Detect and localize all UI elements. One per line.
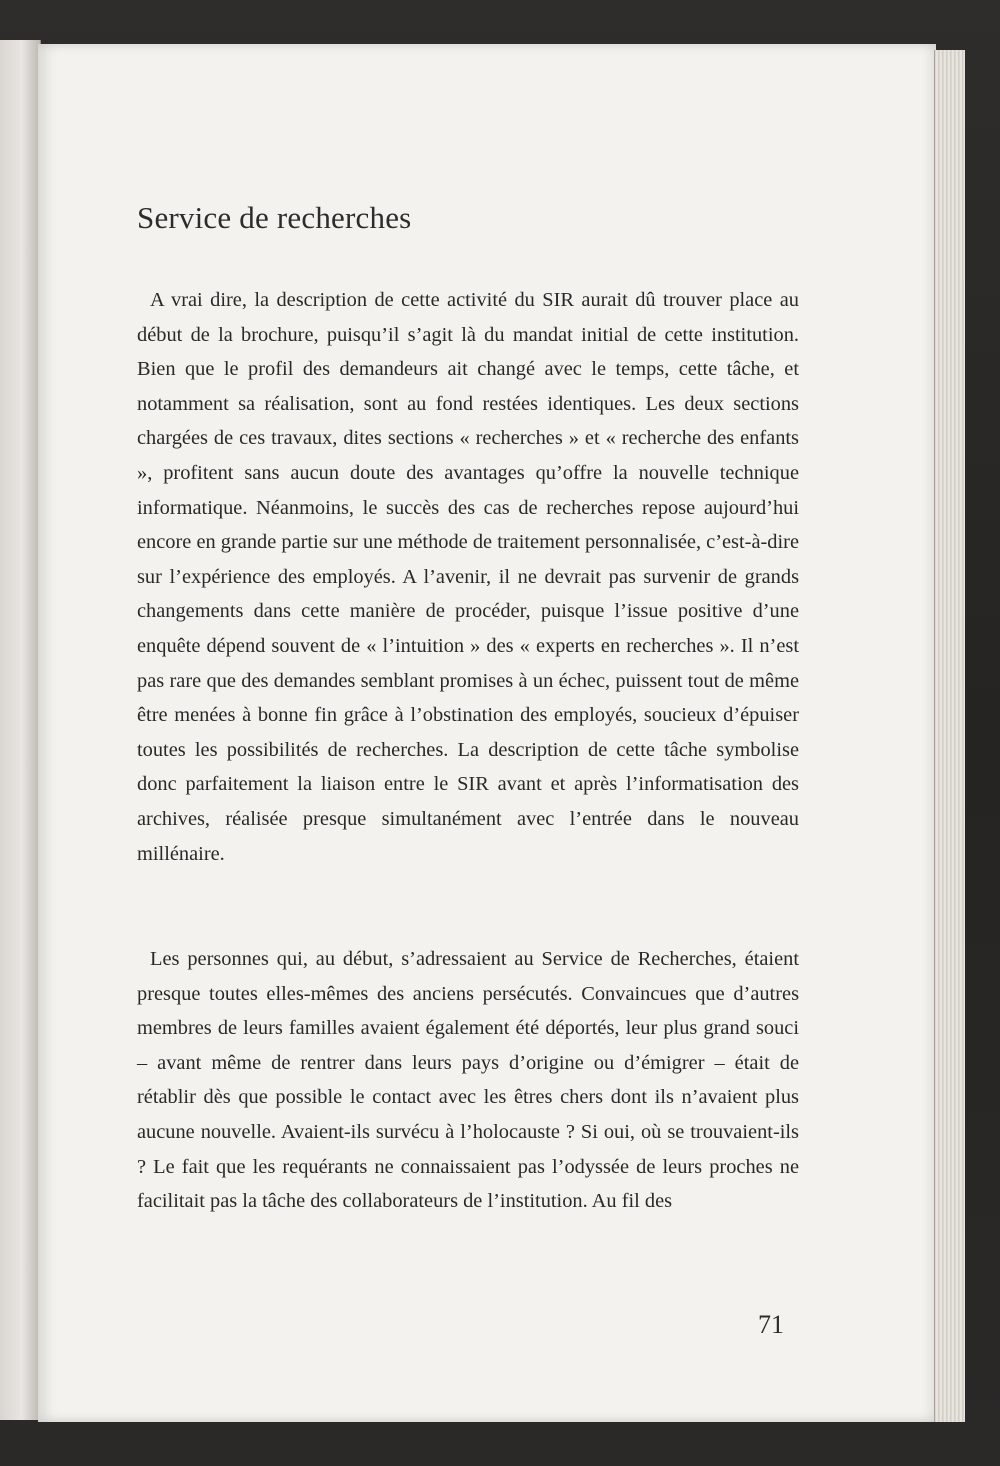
paragraph-1-container [137, 283, 799, 871]
paragraph-2-container [137, 942, 799, 1219]
section-heading: Service de recherches [137, 200, 412, 235]
page-stack-edge [934, 50, 965, 1422]
page-number: 71 [758, 1310, 784, 1339]
body-paragraph-1: A vrai dire, la description de cette activité du SIR aurait dû trouver place au début de la brochure, puisqu’il s’agit là du mandat initial de cette institution. Bien que le profil des demandeurs ait changé avec le temps, cette tâche, et notamment sa réalisation, sont au fond restées identiques. Les deux sections chargées de ces travaux, dites sections « recherches » et « recherche des enfants », profitent sans aucun doute des avantages qu’offre la nouvelle technique informatique. Néanmoins, le succès des cas de recherches repose aujourd’hui encore en grande partie sur une méthode de traitement personnalisée, c’est-à-dire sur l’expérience des employés. A l’avenir, il ne devrait pas survenir de grands changements dans cette manière de procéder, puisque l’issue positive d’une enquête dépend souvent de « l’intuition » des « experts en recherches ». Il n’est pas rare que des demandes semblant promises à un échec, puissent tout de même être menées à bonne fin grâce à l’obstination des employés, soucieux d’épuiser toutes les possibilités de recherches. La description de cette tâche symbolise donc parfaitement la liaison entre le SIR avant et après l’informatisation des archives, réalisée presque simultanément avec l’entrée dans le nouveau millénaire. [137, 289, 799, 865]
facing-page-edge [0, 40, 41, 1420]
body-paragraph-2: Les personnes qui, au début, s’adressaient au Service de Recherches, étaient presque toutes elles-mêmes des anciens persécutés. Convaincues que d’autres membres de leurs familles avaient également été déportés, leur plus grand souci – avant même de rentrer dans leurs pays d’origine ou d’émigrer – était de rétablir dès que possible le contact avec les êtres chers dont ils n’avaient plus aucune nouvelle. Avaient-ils survécu à l’holocauste ? Si oui, où se trouvaient-ils ? Le fait que les requérants ne connaissaient pas l’odyssée de leurs proches ne facilitait pas la tâche des collaborateurs de l’institution. Au fil des [137, 948, 799, 1213]
